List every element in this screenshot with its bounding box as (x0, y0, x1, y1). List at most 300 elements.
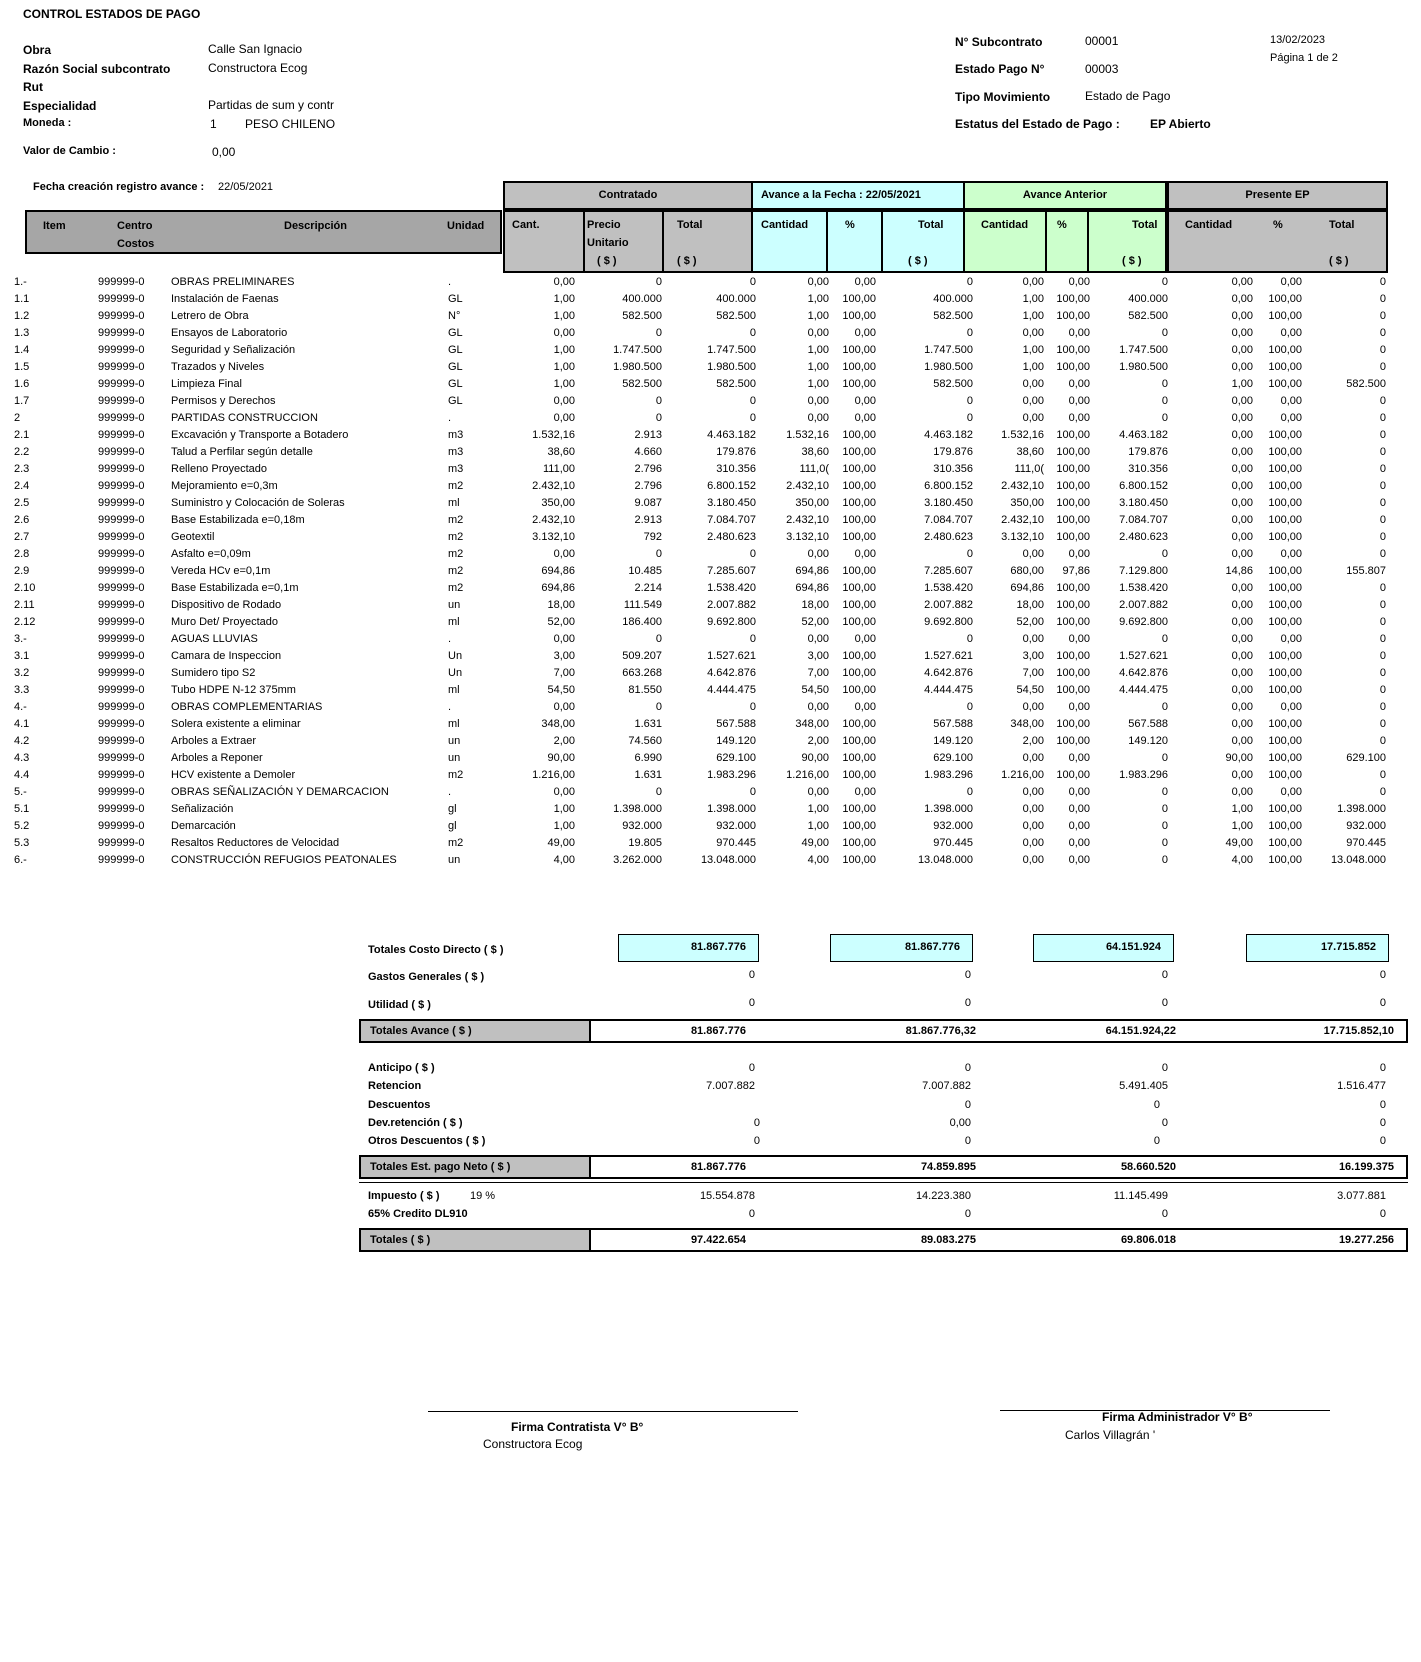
cell-item: 1.6 (14, 378, 30, 390)
cell-pct3: 0,00 (1068, 854, 1090, 866)
cell-cant4: 0,00 (1231, 667, 1253, 679)
cell-total: 1.747.500 (707, 344, 756, 356)
cell-precio: 74.560 (628, 735, 662, 747)
cell-total3: 0 (1161, 786, 1168, 798)
hdr-total-4: Total (1329, 219, 1355, 231)
cell-item: 1.5 (14, 361, 30, 373)
cell-pct2: 0,00 (854, 327, 876, 339)
cell-cant: 1,00 (553, 310, 575, 322)
neto-2: 74.859.895 (920, 1161, 976, 1173)
cell-centro: 999999-0 (98, 735, 145, 747)
cell-cant4: 0,00 (1231, 548, 1253, 560)
subcontrato-label: N° Subcontrato (955, 35, 1043, 49)
cell-pct2: 0,00 (854, 633, 876, 645)
cell-pct2: 100,00 (842, 582, 876, 594)
table-row (0, 531, 1421, 548)
cell-pct2: 0,00 (854, 786, 876, 798)
cell-unidad: N° (448, 310, 461, 322)
cell-item: 2.8 (14, 548, 30, 560)
costo-directo-2: 81.867.776 (830, 934, 973, 962)
cell-precio: 509.207 (622, 650, 662, 662)
avance-anterior-title: Avance Anterior (1022, 189, 1108, 201)
presente-ep-title: Presente EP (1245, 189, 1310, 201)
cell-cant2: 7,00 (807, 667, 829, 679)
cell-total: 310.356 (716, 463, 756, 475)
hdr-pesos-5: ( $ ) (1329, 255, 1349, 267)
cell-pct4: 100,00 (1268, 582, 1302, 594)
table-row (0, 276, 1421, 293)
cell-total4: 0 (1379, 480, 1386, 492)
cell-cant: 2,00 (553, 735, 575, 747)
cell-total2: 4.642.876 (924, 667, 973, 679)
cell-cant4: 0,00 (1231, 344, 1253, 356)
cell-pct2: 0,00 (854, 276, 876, 288)
cell-cant4: 0,00 (1231, 429, 1253, 441)
cell-pct2: 100,00 (842, 497, 876, 509)
cell-total4: 0 (1379, 633, 1386, 645)
cell-cant3: 1,00 (1022, 293, 1044, 305)
cell-precio: 0 (655, 786, 662, 798)
cell-cant2: 0,00 (807, 701, 829, 713)
hdr-cantidad-1: Cantidad (761, 219, 809, 231)
cell-pct2: 100,00 (842, 463, 876, 475)
cell-cant2: 0,00 (807, 395, 829, 407)
cell-precio: 1.631 (634, 769, 662, 781)
cell-pct3: 100,00 (1056, 531, 1090, 543)
cell-cant2: 4,00 (807, 854, 829, 866)
cell-pct4: 100,00 (1268, 344, 1302, 356)
cell-cant: 1,00 (553, 820, 575, 832)
cell-cant2: 1,00 (807, 803, 829, 815)
table-row (0, 412, 1421, 429)
cell-precio: 19.805 (628, 837, 662, 849)
cell-total4: 13.048.000 (1330, 854, 1386, 866)
cell-cant4: 0,00 (1231, 684, 1253, 696)
cell-item: 3.3 (14, 684, 30, 696)
cell-cant: 3,00 (553, 650, 575, 662)
cell-total: 1.538.420 (707, 582, 756, 594)
cell-total: 582.500 (716, 378, 756, 390)
cell-precio: 0 (655, 327, 662, 339)
cell-pct3: 0,00 (1068, 752, 1090, 764)
gastos-value-2: 0 (964, 969, 971, 981)
cell-cant2: 1,00 (807, 361, 829, 373)
cell-centro: 999999-0 (98, 667, 145, 679)
table-row (0, 650, 1421, 667)
cell-item: 2.4 (14, 480, 30, 492)
avance-fecha-title: Avance a la Fecha : 22/05/2021 (761, 189, 921, 201)
cell-centro: 999999-0 (98, 684, 145, 696)
cell-pct2: 100,00 (842, 854, 876, 866)
neto-label: Totales Est. pago Neto ( $ ) (361, 1157, 591, 1177)
totales-avance-bar (359, 1019, 1408, 1043)
cell-total4: 0 (1379, 650, 1386, 662)
cell-cant: 350,00 (541, 497, 575, 509)
cell-cant: 7,00 (553, 667, 575, 679)
cell-centro: 999999-0 (98, 582, 145, 594)
cell-total2: 4.463.182 (924, 429, 973, 441)
cell-unidad: un (448, 735, 461, 747)
devretencion-value-2: 0,00 (949, 1117, 971, 1129)
cell-pct4: 100,00 (1268, 803, 1302, 815)
divider (359, 1182, 1408, 1183)
otros-value-4: 0 (1379, 1135, 1386, 1147)
cell-pct4: 100,00 (1268, 497, 1302, 509)
cell-cant2: 1,00 (807, 310, 829, 322)
totales-avance-4: 17.715.852,10 (1323, 1025, 1394, 1037)
cell-pct2: 0,00 (854, 412, 876, 424)
devretencion-value-4: 0 (1379, 1117, 1386, 1129)
utilidad-value-2: 0 (964, 997, 971, 1009)
cell-total4: 0 (1379, 769, 1386, 781)
cell-total2: 9.692.800 (924, 616, 973, 628)
hdr-pesos-3: ( $ ) (908, 255, 928, 267)
cell-total3: 567.588 (1128, 718, 1168, 730)
cell-desc: Sumidero tipo S2 (171, 667, 256, 679)
cell-desc: Tubo HDPE N-12 375mm (171, 684, 296, 696)
cell-pct3: 100,00 (1056, 735, 1090, 747)
otros-label: Otros Descuentos ( $ ) (368, 1135, 486, 1147)
table-row (0, 395, 1421, 412)
cell-total: 4.463.182 (707, 429, 756, 441)
anticipo-label: Anticipo ( $ ) (368, 1062, 435, 1074)
cell-precio: 4.660 (634, 446, 662, 458)
cell-cant3: 3,00 (1022, 650, 1044, 662)
cell-desc: Arboles a Extraer (171, 735, 256, 747)
estado-pago-value: 00003 (1085, 62, 1119, 76)
cell-total3: 0 (1161, 701, 1168, 713)
cell-total2: 0 (966, 786, 973, 798)
cell-total4: 1.398.000 (1337, 803, 1386, 815)
cell-cant2: 2.432,10 (786, 514, 829, 526)
cell-pct2: 100,00 (842, 667, 876, 679)
cell-precio: 0 (655, 548, 662, 560)
cell-item: 4.4 (14, 769, 30, 781)
cell-pct4: 100,00 (1268, 310, 1302, 322)
cell-total4: 0 (1379, 497, 1386, 509)
cell-pct3: 0,00 (1068, 276, 1090, 288)
cell-cant2: 54,50 (801, 684, 829, 696)
cell-cant3: 0,00 (1022, 837, 1044, 849)
sub-contratado (503, 210, 753, 273)
cell-total3: 0 (1161, 276, 1168, 288)
cell-cant3: 7,00 (1022, 667, 1044, 679)
totales-avance-2: 81.867.776,32 (905, 1025, 976, 1037)
cell-pct3: 0,00 (1068, 548, 1090, 560)
obra-label: Obra (23, 43, 52, 57)
cell-pct3: 100,00 (1056, 361, 1090, 373)
cell-cant2: 694,86 (795, 565, 829, 577)
cell-total3: 0 (1161, 820, 1168, 832)
totales-avance-label: Totales Avance ( $ ) (361, 1021, 591, 1041)
cell-total4: 0 (1379, 446, 1386, 458)
cell-total: 582.500 (716, 310, 756, 322)
descuentos-value-2: 0 (1153, 1099, 1160, 1111)
cell-total4: 932.000 (1346, 820, 1386, 832)
cell-desc: Asfalto e=0,09m (171, 548, 251, 560)
cell-total2: 2.480.623 (924, 531, 973, 543)
cell-cant: 54,50 (547, 684, 575, 696)
cell-item: 2.9 (14, 565, 30, 577)
table-row (0, 361, 1421, 378)
cell-item: 1.1 (14, 293, 30, 305)
cell-unidad: m2 (448, 565, 464, 577)
cell-total4: 0 (1379, 582, 1386, 594)
cell-centro: 999999-0 (98, 854, 145, 866)
cell-pct2: 100,00 (842, 837, 876, 849)
contratado-title: Contratado (598, 189, 658, 201)
cell-cant4: 1,00 (1231, 803, 1253, 815)
cell-cant3: 0,00 (1022, 854, 1044, 866)
cell-cant3: 3.132,10 (1001, 531, 1044, 543)
cell-cant3: 0,00 (1022, 752, 1044, 764)
cell-unidad: ml (448, 616, 460, 628)
cell-pct4: 100,00 (1268, 820, 1302, 832)
obra-value: Calle San Ignacio (208, 42, 303, 56)
cell-cant: 90,00 (547, 752, 575, 764)
cell-pct4: 100,00 (1268, 735, 1302, 747)
cell-item: 2.2 (14, 446, 30, 458)
cell-centro: 999999-0 (98, 548, 145, 560)
cell-unidad: GL (448, 327, 463, 339)
cell-item: 2.1 (14, 429, 30, 441)
cell-cant3: 0,00 (1022, 633, 1044, 645)
cell-pct3: 0,00 (1068, 395, 1090, 407)
cell-total2: 6.800.152 (924, 480, 973, 492)
contratista-title: Firma Contratista V° B° (511, 1420, 644, 1434)
cell-desc: Excavación y Transporte a Botadero (171, 429, 349, 441)
cell-total3: 400.000 (1128, 293, 1168, 305)
cell-pct4: 100,00 (1268, 667, 1302, 679)
cell-item: 3.1 (14, 650, 30, 662)
cell-total4: 629.100 (1346, 752, 1386, 764)
cell-total3: 0 (1161, 854, 1168, 866)
cell-item: 2.10 (14, 582, 36, 594)
anticipo-value-4: 0 (1379, 1062, 1386, 1074)
cell-cant: 18,00 (547, 599, 575, 611)
cell-pct3: 100,00 (1056, 684, 1090, 696)
cell-unidad: GL (448, 344, 463, 356)
cell-desc: Resaltos Reductores de Velocidad (171, 837, 340, 849)
cell-item: 2.7 (14, 531, 30, 543)
cell-desc: Vereda HCv e=0,1m (171, 565, 271, 577)
cell-cant: 1.532,16 (532, 429, 575, 441)
gastos-value-3: 0 (1161, 969, 1168, 981)
cell-total: 0 (749, 701, 756, 713)
cell-precio: 0 (655, 701, 662, 713)
cell-total3: 7.129.800 (1119, 565, 1168, 577)
cell-total4: 0 (1379, 616, 1386, 628)
cell-total3: 1.980.500 (1119, 361, 1168, 373)
razon-value: Constructora Ecog (208, 61, 308, 75)
cell-total: 149.120 (716, 735, 756, 747)
otros-value-3: 0 (1153, 1135, 1160, 1147)
cell-cant3: 0,00 (1022, 820, 1044, 832)
cell-total3: 4.463.182 (1119, 429, 1168, 441)
cell-total2: 0 (966, 701, 973, 713)
cell-item: 2.5 (14, 497, 30, 509)
cell-cant4: 0,00 (1231, 446, 1253, 458)
cell-total: 1.980.500 (707, 361, 756, 373)
cell-total2: 1.398.000 (924, 803, 973, 815)
cell-centro: 999999-0 (98, 650, 145, 662)
cell-cant4: 0,00 (1231, 480, 1253, 492)
cell-desc: Limpieza Final (171, 378, 242, 390)
cell-cant2: 18,00 (801, 599, 829, 611)
cell-cant: 2.432,10 (532, 480, 575, 492)
cell-total4: 0 (1379, 361, 1386, 373)
hdr-centro: Centro (117, 220, 153, 232)
table-row (0, 514, 1421, 531)
retencion-label: Retencion (368, 1080, 422, 1092)
cell-cant3: 0,00 (1022, 395, 1044, 407)
left-header (25, 210, 502, 254)
cell-cant3: 52,00 (1016, 616, 1044, 628)
cell-item: 4.1 (14, 718, 30, 730)
sub-avance-fecha (751, 210, 965, 273)
cell-pct4: 0,00 (1280, 633, 1302, 645)
cell-total: 400.000 (716, 293, 756, 305)
cell-cant3: 2,00 (1022, 735, 1044, 747)
cell-precio: 6.990 (634, 752, 662, 764)
cell-total3: 0 (1161, 752, 1168, 764)
credito-value-1: 0 (748, 1208, 755, 1220)
cell-cant4: 0,00 (1231, 769, 1253, 781)
table-row (0, 429, 1421, 446)
cell-pct2: 100,00 (842, 344, 876, 356)
cell-cant3: 2.432,10 (1001, 480, 1044, 492)
cell-total2: 0 (966, 395, 973, 407)
cell-total4: 0 (1379, 667, 1386, 679)
neto-4: 16.199.375 (1338, 1161, 1394, 1173)
cell-pct3: 0,00 (1068, 327, 1090, 339)
cell-pct4: 0,00 (1280, 276, 1302, 288)
contratista-signature-line (428, 1411, 798, 1412)
cell-cant2: 0,00 (807, 327, 829, 339)
cell-cant4: 0,00 (1231, 786, 1253, 798)
cell-cant3: 1,00 (1022, 344, 1044, 356)
cell-pct2: 100,00 (842, 293, 876, 305)
cell-cant2: 3.132,10 (786, 531, 829, 543)
table-row (0, 752, 1421, 769)
cell-unidad: gl (448, 803, 457, 815)
cell-cant3: 1,00 (1022, 361, 1044, 373)
cell-pct4: 100,00 (1268, 616, 1302, 628)
cell-pct3: 100,00 (1056, 446, 1090, 458)
impuesto-value-3: 11.145.499 (1113, 1190, 1168, 1202)
cell-cant4: 0,00 (1231, 650, 1253, 662)
cell-cant2: 0,00 (807, 412, 829, 424)
anticipo-value-2: 0 (964, 1062, 971, 1074)
cell-centro: 999999-0 (98, 293, 145, 305)
cell-cant2: 2.432,10 (786, 480, 829, 492)
cell-total: 7.285.607 (707, 565, 756, 577)
cell-centro: 999999-0 (98, 361, 145, 373)
cell-desc: Relleno Proyectado (171, 463, 268, 475)
cell-cant: 348,00 (541, 718, 575, 730)
cell-unidad: GL (448, 378, 463, 390)
cell-total2: 2.007.882 (924, 599, 973, 611)
cell-pct3: 100,00 (1056, 769, 1090, 781)
cell-centro: 999999-0 (98, 718, 145, 730)
cell-total: 0 (749, 548, 756, 560)
cell-cant4: 0,00 (1231, 276, 1253, 288)
table-row (0, 786, 1421, 803)
devretencion-value-1: 0 (753, 1117, 760, 1129)
cell-pct3: 97,86 (1062, 565, 1090, 577)
cell-unidad: GL (448, 293, 463, 305)
cell-precio: 3.262.000 (613, 854, 662, 866)
cell-precio: 186.400 (622, 616, 662, 628)
cell-pct4: 100,00 (1268, 684, 1302, 696)
credito-value-3: 0 (1161, 1208, 1168, 1220)
cell-cant4: 0,00 (1231, 616, 1253, 628)
cell-unidad: . (448, 276, 452, 288)
cell-cant2: 1,00 (807, 293, 829, 305)
cell-pct4: 100,00 (1268, 361, 1302, 373)
cell-cant: 1,00 (553, 293, 575, 305)
cell-item: 3.2 (14, 667, 30, 679)
cell-pct2: 100,00 (842, 684, 876, 696)
cell-centro: 999999-0 (98, 446, 145, 458)
rut-label: Rut (23, 80, 43, 94)
cell-cant3: 680,00 (1010, 565, 1044, 577)
hdr-pct-2: % (1057, 219, 1067, 231)
hdr-costos: Costos (117, 238, 155, 250)
neto-3: 58.660.520 (1120, 1161, 1176, 1173)
cell-total2: 0 (966, 548, 973, 560)
cell-pct3: 100,00 (1056, 344, 1090, 356)
otros-value-1: 0 (753, 1135, 760, 1147)
cell-centro: 999999-0 (98, 514, 145, 526)
cell-cant: 0,00 (553, 548, 575, 560)
cell-pct3: 100,00 (1056, 514, 1090, 526)
cell-cant2: 0,00 (807, 786, 829, 798)
cell-cant2: 111,0( (799, 463, 829, 475)
cell-total4: 0 (1379, 548, 1386, 560)
cell-pct4: 100,00 (1268, 531, 1302, 543)
moneda-label: Moneda : (23, 117, 72, 129)
fecha-label: Fecha creación registro avance : (33, 181, 205, 193)
credito-label: 65% Credito DL910 (368, 1208, 468, 1220)
cell-cant3: 18,00 (1016, 599, 1044, 611)
page-number: Página 1 de 2 (1270, 52, 1338, 64)
cell-precio: 2.913 (634, 429, 662, 441)
hdr-cant: Cant. (512, 219, 540, 231)
cell-pct4: 100,00 (1268, 752, 1302, 764)
cell-total4: 0 (1379, 684, 1386, 696)
cell-total: 4.642.876 (707, 667, 756, 679)
cell-unidad: gl (448, 820, 457, 832)
cell-precio: 582.500 (622, 378, 662, 390)
cell-cant2: 1,00 (807, 344, 829, 356)
hdr-pesos-1: ( $ ) (597, 255, 617, 267)
cell-pct3: 0,00 (1068, 786, 1090, 798)
cell-pct4: 100,00 (1268, 718, 1302, 730)
cell-total3: 4.444.475 (1119, 684, 1168, 696)
cell-precio: 792 (643, 531, 662, 543)
cell-total2: 13.048.000 (917, 854, 973, 866)
cell-total2: 582.500 (933, 378, 973, 390)
cell-unidad: m3 (448, 446, 464, 458)
report-title: CONTROL ESTADOS DE PAGO (23, 7, 201, 21)
cell-total: 7.084.707 (707, 514, 756, 526)
valor-cambio-label: Valor de Cambio : (23, 145, 116, 157)
cell-total3: 6.800.152 (1119, 480, 1168, 492)
cell-cant: 0,00 (553, 786, 575, 798)
table-row (0, 480, 1421, 497)
cell-cant: 0,00 (553, 701, 575, 713)
